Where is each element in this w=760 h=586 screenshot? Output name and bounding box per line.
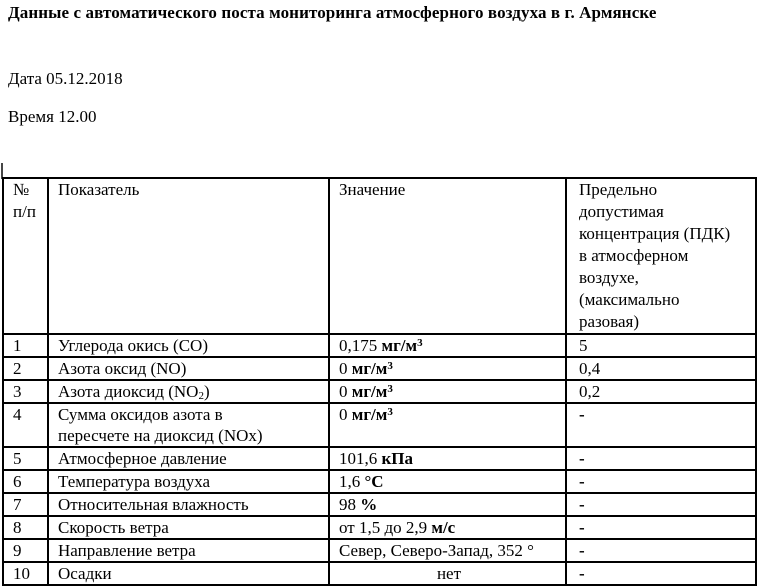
table-row bbox=[3, 447, 756, 470]
value-cell: 0 $мг/м^3$ bbox=[329, 357, 566, 380]
row-number-cell: 3 bbox=[3, 380, 48, 403]
indicator-cell: Температура воздуха bbox=[48, 470, 329, 493]
limit-cell: 5 bbox=[566, 334, 756, 357]
value-cell: 1,6 °С bbox=[329, 470, 566, 493]
value-cell: 0 $мг/м^3$ bbox=[329, 403, 566, 447]
table-row bbox=[3, 357, 756, 380]
table-row bbox=[3, 539, 756, 562]
indicator-cell: Атмосферное давление bbox=[48, 447, 329, 470]
table-row bbox=[3, 516, 756, 539]
value-cell: 0,175 $мг/м^3$ bbox=[329, 334, 566, 357]
row-number-cell: 10 bbox=[3, 562, 48, 585]
row-number-cell: 4 bbox=[3, 403, 48, 447]
header-cell-indicator: Показатель bbox=[48, 178, 329, 334]
limit-cell: - bbox=[566, 516, 756, 539]
indicator-cell: Азота оксид (NO) bbox=[48, 357, 329, 380]
table-row bbox=[3, 470, 756, 493]
row-number-cell: 7 bbox=[3, 493, 48, 516]
header-cell-num: № п/п bbox=[3, 178, 48, 334]
row-number-cell: 9 bbox=[3, 539, 48, 562]
value-cell: от 1,5 до 2,9 м/с bbox=[329, 516, 566, 539]
value-cell: нет bbox=[329, 562, 566, 585]
indicator-cell: Относительная влажность bbox=[48, 493, 329, 516]
value-cell: 101,6 кПа bbox=[329, 447, 566, 470]
header-row bbox=[3, 178, 756, 334]
value-cell: 0 $мг/м^3$ bbox=[329, 380, 566, 403]
header-cell-limit: Предельно допустимая концентрация (ПДК) в атмосферном воздухе, (максимально разовая) bbox=[566, 178, 756, 334]
indicator-cell: Скорость ветра bbox=[48, 516, 329, 539]
date-line: Дата 05.12.2018 bbox=[8, 69, 123, 88]
row-number-cell: 1 bbox=[3, 334, 48, 357]
row-number-cell: 8 bbox=[3, 516, 48, 539]
value-cell: Север, Северо-Запад, 352 ° bbox=[329, 539, 566, 562]
limit-cell: - bbox=[566, 447, 756, 470]
table-row bbox=[3, 334, 756, 357]
limit-cell: 0,2 bbox=[566, 380, 756, 403]
table-row bbox=[3, 380, 756, 403]
table-row bbox=[3, 493, 756, 516]
page-title: Данные с автоматического поста мониторинга атмосферного воздуха в г. Армянске bbox=[8, 3, 657, 22]
limit-cell: - bbox=[566, 470, 756, 493]
row-number-cell: 5 bbox=[3, 447, 48, 470]
limit-cell: 0,4 bbox=[566, 357, 756, 380]
indicator-cell: Направление ветра bbox=[48, 539, 329, 562]
table-row bbox=[3, 403, 756, 447]
table-body bbox=[3, 334, 756, 585]
indicator-cell: Азота диоксид $(NO_2)$ bbox=[48, 380, 329, 403]
limit-cell: - bbox=[566, 539, 756, 562]
limit-cell: - bbox=[566, 493, 756, 516]
indicator-cell: Сумма оксидов азота в пересчете на диоксид (NOx) bbox=[48, 403, 329, 447]
limit-cell: - bbox=[566, 562, 756, 585]
table-row bbox=[3, 562, 756, 585]
indicator-cell: Осадки bbox=[48, 562, 329, 585]
value-cell: 98 % bbox=[329, 493, 566, 516]
limit-cell: - bbox=[566, 403, 756, 447]
header-cell-value: Значение bbox=[329, 178, 566, 334]
indicator-cell: Углерода окись (CO) bbox=[48, 334, 329, 357]
row-number-cell: 6 bbox=[3, 470, 48, 493]
monitoring-table bbox=[2, 177, 757, 586]
row-number-cell: 2 bbox=[3, 357, 48, 380]
time-line: Время 12.00 bbox=[8, 107, 97, 126]
